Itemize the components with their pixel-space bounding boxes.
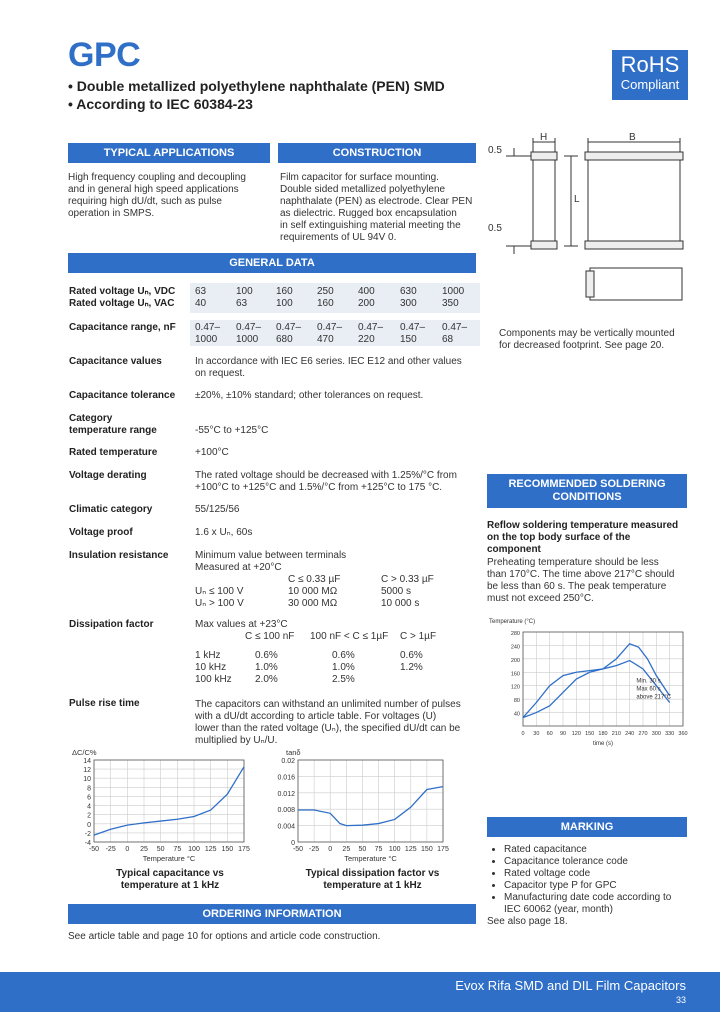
- y-axis-label: tanδ: [286, 748, 301, 757]
- note-line: for decreased footprint. See page 20.: [499, 340, 665, 351]
- x-axis-label: Temperature °C: [344, 854, 397, 863]
- con-line: Film capacitor for surface mounting.: [280, 172, 439, 183]
- dissipation-cell: 1.2%: [400, 662, 423, 673]
- insulation-cell: Uₙ > 100 V: [195, 598, 244, 609]
- x-tick-label: 150: [421, 846, 433, 853]
- dissipation-cell: 10 kHz: [195, 662, 227, 673]
- row-value: [195, 470, 485, 494]
- marking-item: • Rated capacitance: [504, 844, 695, 856]
- grid-cell: 160: [276, 286, 293, 297]
- pulse-line: multiplied by Uₙ/U.: [195, 735, 278, 746]
- feature-bullet-2: • According to IEC 60384-23: [68, 96, 253, 112]
- insulation-cell: 30 000 MΩ: [288, 598, 338, 609]
- soldering-bold-text: [487, 520, 692, 556]
- solder-line: must not exceed 250°C.: [487, 593, 594, 604]
- grid-cell: 0.47–: [358, 322, 384, 333]
- con-line: as dielectric. Rugged box encapsulation: [280, 208, 457, 219]
- x-tick-label: 100: [388, 846, 401, 853]
- row-value: +100°C: [195, 447, 229, 458]
- y-tick-label: 0: [87, 821, 91, 829]
- plot-frame: [298, 760, 443, 842]
- dissipation-header: C ≤ 100 nF: [245, 631, 295, 642]
- grid-cell: 250: [317, 286, 334, 297]
- insulation-line2: Measured at +20°C: [195, 562, 282, 573]
- marking-item: • Capacitance tolerance code: [504, 856, 695, 868]
- grid-cell: 0.47–: [442, 322, 468, 333]
- marking-item: IEC 60062 (year, month): [504, 904, 613, 915]
- y-tick-label: 120: [510, 684, 520, 691]
- y-tick-label: 0.008: [277, 807, 295, 815]
- ta-line: requiring high dU/dt, such as pulse: [68, 196, 222, 207]
- x-tick-label: 125: [404, 846, 417, 853]
- construction-heading: CONSTRUCTION: [278, 143, 476, 163]
- insulation-label: Insulation resistance: [69, 550, 169, 561]
- x-tick-label: -50: [292, 846, 304, 853]
- y-tick-label: 10: [83, 776, 91, 784]
- note-line: Components may be vertically mounted: [499, 328, 675, 339]
- solder-bold-line: Reflow soldering temperature measured: [487, 520, 679, 531]
- x-tick-label: 175: [238, 846, 250, 853]
- solder-bold-line: component: [487, 544, 541, 555]
- reflow-chart: [487, 614, 692, 750]
- row-line: +100°C to +125°C and 1.5%/°C from +125°C to 175 °C.: [195, 482, 443, 493]
- y-tick-label: 0.012: [277, 790, 295, 798]
- series-line: [94, 767, 244, 835]
- x-tick-label: 180: [598, 731, 608, 737]
- x-tick-label: 50: [358, 846, 367, 853]
- row-label: Capacitance tolerance: [69, 390, 176, 401]
- dissipation-cell: 100 kHz: [195, 674, 232, 685]
- ta-line: operation in SMPS.: [68, 208, 155, 219]
- product-title: GPC: [68, 36, 141, 74]
- row-value: ±20%, ±10% standard; other tolerances on request.: [195, 390, 424, 401]
- solder-line: than 170°C. The time above 217°C should: [487, 569, 675, 580]
- capacitance-chart-caption: Typical capacitance vs temperature at 1 kHz: [116, 868, 224, 891]
- grid-cell: 1000: [442, 286, 465, 297]
- rated-voltage-vdc-label: Rated voltage Uₙ, VDC: [69, 286, 176, 297]
- grid-cell: 400: [358, 286, 375, 297]
- dimension-diagram: [486, 128, 696, 308]
- grid-cell: 100: [236, 286, 253, 297]
- h-dim-label: H: [540, 132, 548, 143]
- grid-cell: 220: [358, 334, 375, 345]
- x-tick-label: 150: [585, 731, 595, 737]
- l-dim-label: L: [574, 194, 580, 205]
- voltage-shade: [190, 283, 480, 313]
- y-tick-label: 200: [510, 657, 520, 664]
- pulse-line: with a dU/dt according to article table. For voltages (U): [195, 711, 437, 722]
- con-line: Double sided metallized polyethylene: [280, 184, 446, 195]
- bottom-margin-label: 0.5: [488, 223, 502, 234]
- x-tick-label: 270: [638, 731, 648, 737]
- ta-line: High frequency coupling and decoupling: [68, 172, 246, 183]
- y-tick-label: 240: [510, 644, 520, 651]
- ta-line: and in general high speed applications: [68, 184, 239, 195]
- y-tick-label: 4: [87, 803, 91, 811]
- rohs-compliant-text: Compliant: [620, 77, 680, 92]
- dissipation-cell: 0.6%: [332, 650, 355, 661]
- con-line: in self extinguishing material meeting the: [280, 220, 461, 231]
- footer-title: Evox Rifa SMD and DIL Film Capacitors: [455, 978, 686, 993]
- x-tick-label: 90: [559, 731, 567, 737]
- soldering-heading-line: RECOMMENDED SOLDERING: [508, 478, 666, 490]
- y-tick-label: 280: [510, 631, 520, 637]
- y-tick-label: 160: [510, 671, 520, 678]
- grid-cell: 63: [236, 298, 248, 309]
- insulation-header-1: C ≤ 0.33 µF: [288, 574, 341, 585]
- x-tick-label: 0: [521, 731, 525, 737]
- reflow-annotation: above 217°C: [636, 694, 672, 701]
- grid-cell: 160: [317, 298, 334, 309]
- row-value: [195, 356, 485, 380]
- general-data-heading: GENERAL DATA: [68, 253, 476, 273]
- y-tick-label: -4: [84, 840, 91, 847]
- marking-list: [490, 844, 695, 916]
- grid-cell: 300: [400, 298, 417, 309]
- y-tick-label: -2: [84, 830, 91, 838]
- y-axis-label: Temperature (°C): [489, 619, 536, 625]
- dissipation-label: Dissipation factor: [69, 619, 154, 630]
- row-label-2: temperature range: [69, 425, 157, 436]
- row-label: Voltage derating: [69, 470, 147, 481]
- row-label: Category: [69, 413, 113, 424]
- y-tick-label: 0.004: [277, 823, 295, 831]
- dissipation-header: C > 1µF: [400, 631, 437, 642]
- soldering-text: [487, 557, 692, 605]
- feature-bullet-1: • Double metallized polyethylene naphthalate (PEN) SMD: [68, 78, 445, 94]
- marking-see-also: See also page 18.: [487, 916, 568, 927]
- x-tick-label: -50: [88, 846, 100, 853]
- x-tick-label: 0: [125, 846, 130, 853]
- marking-heading: MARKING: [487, 817, 687, 837]
- insulation-cell: 10 000 s: [381, 598, 420, 609]
- x-tick-label: -25: [309, 846, 320, 853]
- ordering-text: See article table and page 10 for options and article code construction.: [68, 931, 381, 942]
- dissipation-line1: Max values at +23°C: [195, 619, 288, 630]
- row-label: Rated temperature: [69, 447, 158, 458]
- grid-cell: 0.47–: [195, 322, 221, 333]
- grid-cell: 470: [317, 334, 334, 345]
- insulation-cell: 5000 s: [381, 586, 412, 597]
- con-line: naphthalate (PEN) as electrode. Clear PEN: [280, 196, 473, 207]
- pulse-line: The capacitors can withstand an unlimited number of pulses: [195, 699, 461, 710]
- solder-line: Preheating temperature should be less: [487, 557, 659, 568]
- x-tick-label: 300: [651, 731, 661, 737]
- grid-cell: 68: [442, 334, 454, 345]
- rohs-text: RoHS: [620, 52, 680, 77]
- y-tick-label: 0: [291, 840, 295, 847]
- mounting-note: [499, 328, 699, 352]
- row-label: Capacitance values: [69, 356, 162, 367]
- grid-cell: 680: [276, 334, 293, 345]
- row-line: on request.: [195, 368, 246, 379]
- pulse-label: Pulse rise time: [69, 698, 140, 709]
- insulation-header-2: C > 0.33 µF: [381, 574, 434, 585]
- soldering-heading-line: CONDITIONS: [552, 491, 622, 503]
- grid-cell: 630: [400, 286, 417, 297]
- grid-cell: 1000: [236, 334, 259, 345]
- x-tick-label: 25: [140, 846, 148, 853]
- dissipation-chart-caption: Typical dissipation factor vs temperature at 1 kHz: [305, 868, 440, 891]
- x-tick-label: 30: [533, 731, 540, 737]
- row-value: 55/125/56: [195, 504, 240, 515]
- grid-cell: 100: [276, 298, 293, 309]
- x-tick-label: 25: [342, 846, 351, 853]
- x-tick-label: 120: [571, 731, 581, 737]
- reflow-annotation: Max 60 s: [636, 686, 661, 693]
- row-line: The rated voltage should be decreased with 1.25%/°C from: [195, 470, 457, 481]
- x-axis-label: Temperature °C: [142, 854, 196, 863]
- top-margin-label: 0.5: [488, 145, 502, 156]
- cap-range-label: Capacitance range, nF: [69, 322, 176, 333]
- dissipation-cell: 0.6%: [255, 650, 278, 661]
- x-tick-label: 50: [156, 846, 165, 853]
- dissipation-cell: 2.5%: [332, 674, 355, 685]
- y-tick-label: 12: [83, 767, 91, 775]
- dissipation-header: 100 nF < C ≤ 1µF: [310, 631, 389, 642]
- pulse-line: lower than the rated voltage (Uₙ), the specified dU/dt can be: [195, 723, 461, 734]
- x-tick-label: 175: [437, 846, 449, 853]
- construction-text: [280, 172, 485, 244]
- dissipation-cell: 1 kHz: [195, 650, 221, 661]
- x-axis-label: time (s): [593, 741, 613, 747]
- grid-cell: 40: [195, 298, 207, 309]
- y-tick-label: 6: [87, 794, 91, 802]
- row-value: -55°C to +125°C: [195, 425, 269, 436]
- y-tick-label: 0.02: [281, 758, 295, 765]
- x-tick-label: 100: [188, 846, 200, 853]
- soldering-heading: [487, 474, 687, 508]
- x-tick-label: 330: [665, 731, 675, 737]
- y-tick-label: 0.016: [277, 774, 295, 782]
- rohs-badge: [612, 50, 688, 100]
- y-tick-label: 8: [87, 785, 91, 793]
- marking-item: • Capacitor type P for GPC: [504, 880, 695, 892]
- insulation-cell: 10 000 MΩ: [288, 586, 338, 597]
- y-axis-label: ΔC/C%: [72, 748, 97, 757]
- row-line: In accordance with IEC E6 series. IEC E12 and other values: [195, 356, 462, 367]
- x-tick-label: 75: [173, 846, 182, 853]
- insulation-cell: Uₙ ≤ 100 V: [195, 586, 244, 597]
- grid-cell: 0.47–: [317, 322, 343, 333]
- solder-line: be less than 60 s. The peak temperature: [487, 581, 667, 592]
- x-tick-label: 360: [678, 731, 688, 737]
- x-tick-label: 210: [611, 731, 621, 737]
- y-tick-label: 40: [513, 711, 520, 718]
- grid-cell: 350: [442, 298, 459, 309]
- pulse-text: [195, 699, 485, 747]
- grid-cell: 1000: [195, 334, 218, 345]
- marking-item: • Manufacturing date code according to: [504, 892, 695, 904]
- ordering-heading: ORDERING INFORMATION: [68, 904, 476, 924]
- dissipation-cell: 1.0%: [255, 662, 278, 673]
- row-label: Climatic category: [69, 504, 153, 515]
- dissipation-cell: 0.6%: [400, 650, 423, 661]
- x-tick-label: 0: [328, 846, 333, 853]
- dissipation-cell: 1.0%: [332, 662, 355, 673]
- dissipation-cell: 2.0%: [255, 674, 278, 685]
- row-label: Voltage proof: [69, 527, 133, 538]
- page-number: 33: [675, 995, 686, 1005]
- dissipation-chart: [270, 746, 460, 866]
- grid-cell: 0.47–: [400, 322, 426, 333]
- insulation-line1: Minimum value between terminals: [195, 550, 347, 561]
- reflow-annotation: Min. 30 s: [636, 678, 661, 685]
- x-tick-label: 150: [221, 846, 234, 853]
- solder-bold-line: on the top body surface of the: [487, 532, 631, 543]
- typical-applications-text: [68, 172, 278, 220]
- rated-voltage-vac-label: Rated voltage Uₙ, VAC: [69, 298, 175, 309]
- grid-cell: 0.47–: [276, 322, 302, 333]
- x-tick-label: 240: [625, 731, 635, 737]
- x-tick-label: 75: [374, 846, 383, 853]
- y-tick-label: 14: [83, 758, 91, 765]
- y-tick-label: 2: [87, 812, 91, 820]
- marking-item: • Rated voltage code: [504, 868, 695, 880]
- x-tick-label: -25: [105, 846, 116, 853]
- x-tick-label: 125: [204, 846, 217, 853]
- row-value: 1.6 x Uₙ, 60s: [195, 527, 253, 538]
- grid-cell: 150: [400, 334, 417, 345]
- x-tick-label: 60: [546, 731, 553, 737]
- y-tick-label: 80: [513, 698, 520, 705]
- series-line: [298, 787, 443, 826]
- con-line: requirements of UL 94V 0.: [280, 232, 397, 243]
- grid-cell: 200: [358, 298, 375, 309]
- capacitance-chart: [70, 746, 260, 866]
- plot-frame: [94, 760, 244, 842]
- b-dim-label: B: [629, 132, 636, 143]
- typical-applications-heading: TYPICAL APPLICATIONS: [68, 143, 270, 163]
- grid-cell: 63: [195, 286, 207, 297]
- grid-cell: 0.47–: [236, 322, 262, 333]
